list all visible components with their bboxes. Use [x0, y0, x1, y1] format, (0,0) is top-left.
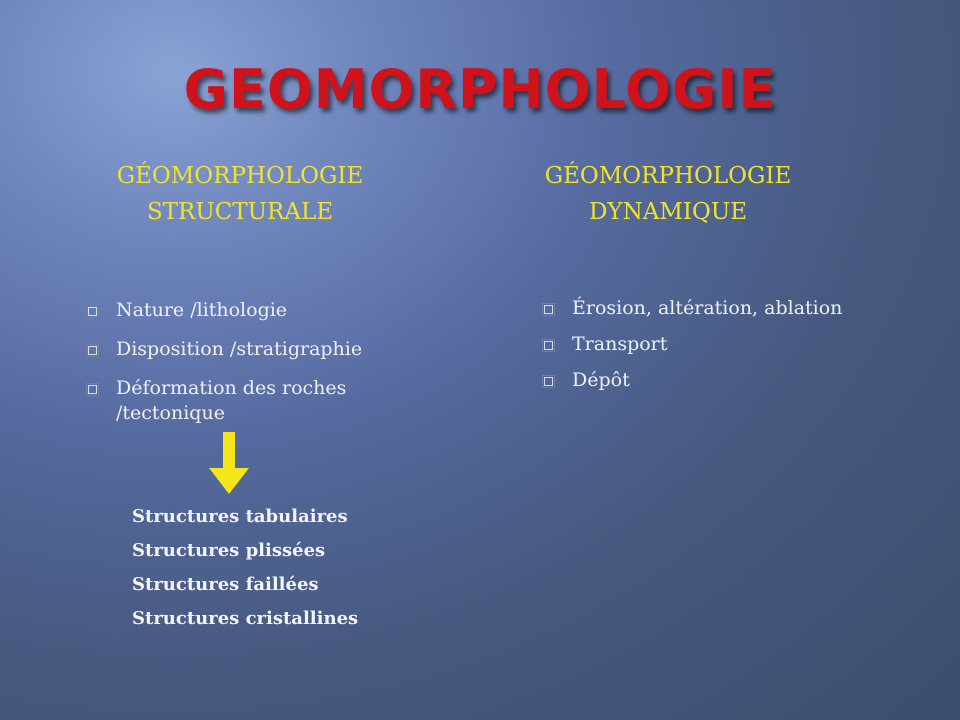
list-item-text: Nature /lithologie — [116, 299, 288, 321]
list-item-text: Transport — [572, 333, 668, 355]
right-heading-line1: GÉOMORPHOLOGIE — [544, 163, 792, 189]
right-heading-line2: DYNAMIQUE — [588, 199, 748, 225]
left-heading-line2: STRUCTURALE — [146, 199, 334, 225]
list-item-text: Déformation des roches /tectonique — [116, 377, 347, 424]
list-item — [88, 337, 408, 362]
left-heading-line1: GÉOMORPHOLOGIE — [116, 163, 364, 189]
list-item — [88, 298, 408, 323]
square-bullet-icon — [544, 341, 553, 350]
right-column-heading — [458, 158, 878, 230]
square-bullet-icon — [544, 305, 553, 314]
list-item — [544, 368, 884, 393]
list-item — [88, 376, 408, 426]
right-bullet-list — [544, 296, 884, 404]
list-item: Structures plissées — [132, 540, 326, 561]
list-item: Structures faillées — [132, 574, 319, 595]
square-bullet-icon — [544, 377, 553, 386]
structures-list — [132, 500, 358, 636]
left-bullet-list — [88, 298, 408, 440]
square-bullet-icon — [88, 346, 97, 355]
list-item-text: Disposition /stratigraphie — [116, 338, 363, 360]
list-item — [544, 296, 884, 321]
list-item: Structures tabulaires — [132, 506, 348, 527]
list-item — [544, 332, 884, 357]
left-column-heading — [30, 158, 450, 230]
list-item-text: Dépôt — [572, 369, 630, 391]
square-bullet-icon — [88, 385, 97, 394]
square-bullet-icon — [88, 307, 97, 316]
list-item-text: Érosion, altération, ablation — [572, 297, 843, 319]
slide-title: GEOMORPHOLOGIE — [183, 58, 777, 121]
list-item: Structures cristallines — [132, 608, 359, 629]
arrow-down-icon — [206, 432, 252, 494]
